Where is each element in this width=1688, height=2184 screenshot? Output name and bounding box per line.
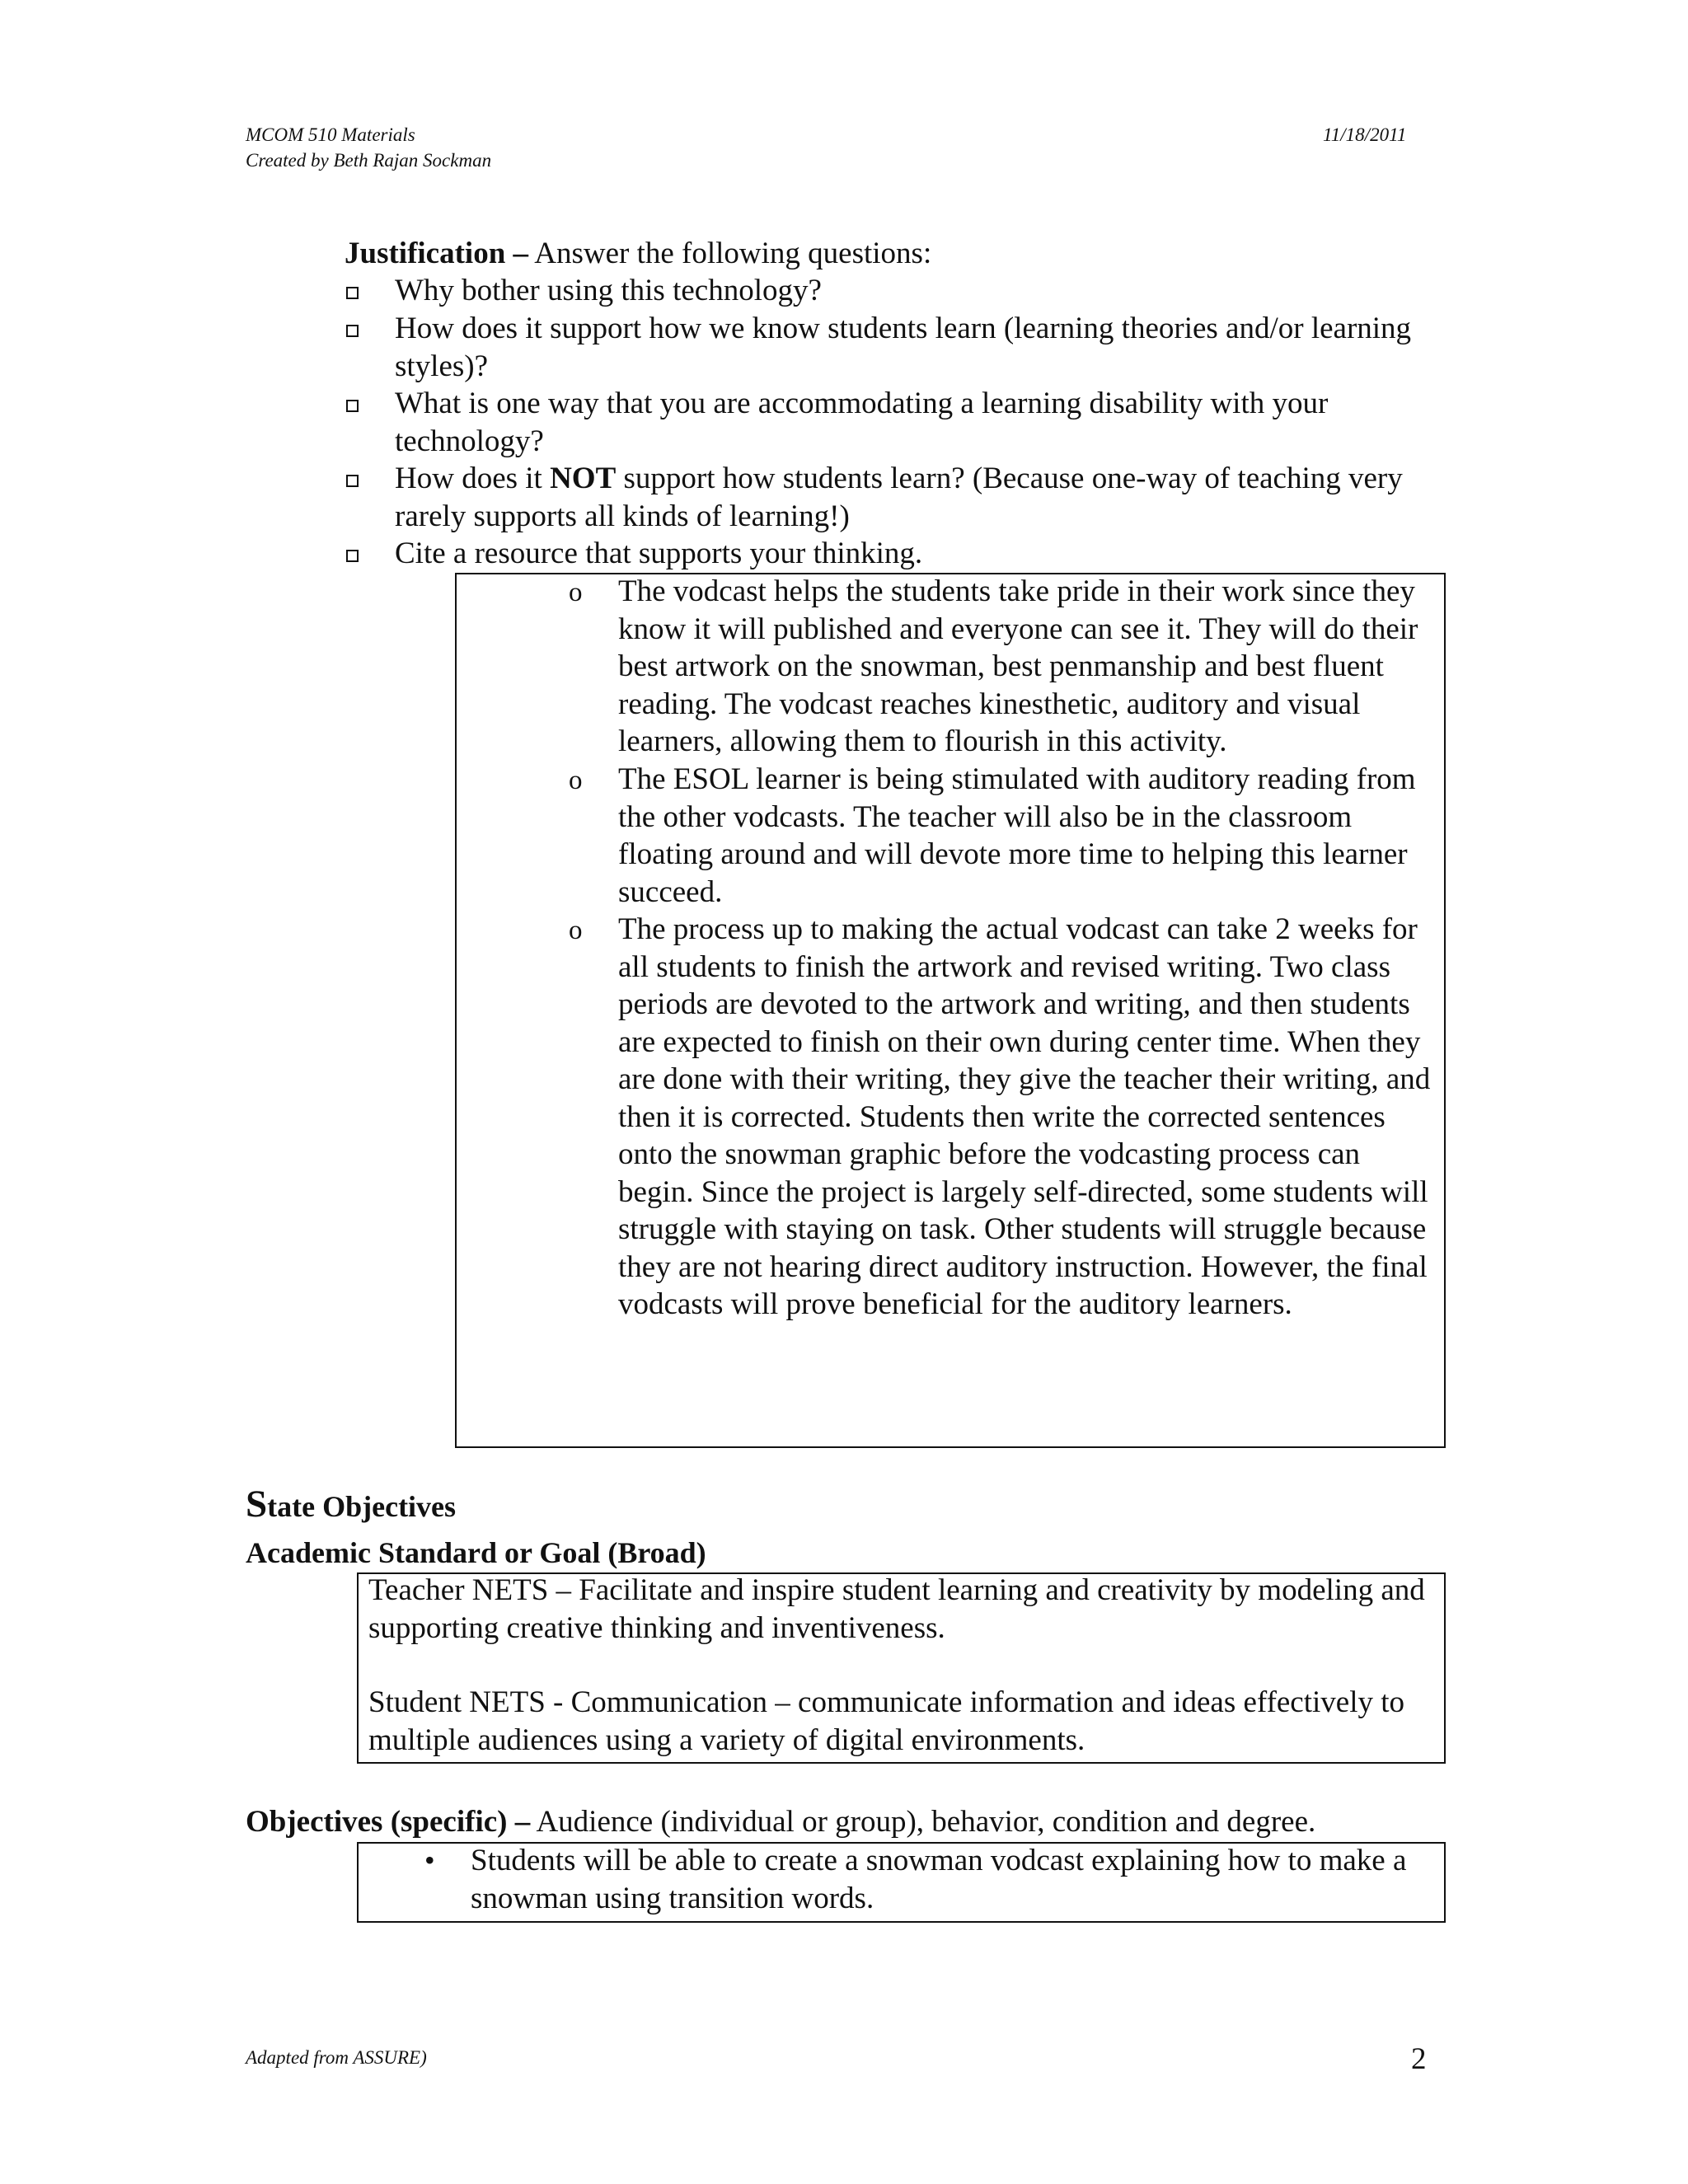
page-number: 2 bbox=[1411, 2042, 1427, 2076]
hollow-bullet-icon: o bbox=[569, 578, 583, 607]
checkbox-icon bbox=[346, 325, 359, 337]
course-header: MCOM 510 Materials bbox=[246, 124, 415, 145]
answer-1: The vodcast helps the students take pride in their work since they know it will published and everyone can see it. They will do their best artwork on the snowman, best penmanship and best fluent reading. The vodcast reaches kinesthetic, auditory and visual learners, allowing them to flourish in this activity. bbox=[618, 574, 1418, 758]
checkbox-icon bbox=[346, 287, 359, 299]
question-4-emphasis: NOT bbox=[550, 462, 617, 495]
teacher-nets: Teacher NETS – Facilitate and inspire student learning and creativity by modeling and supporting creative thinking and inventiveness. bbox=[368, 1573, 1425, 1645]
state-objectives-rest: tate Objectives bbox=[267, 1490, 457, 1523]
justification-heading-line bbox=[345, 235, 931, 273]
author-header: Created by Beth Rajan Sockman bbox=[246, 150, 492, 171]
answer-2: The ESOL learner is being stimulated with auditory reading from the other vodcasts. The teacher will also be in the classroom floating around and will devote more time to helping this learner succeed. bbox=[618, 762, 1416, 909]
question-4-part: support how students learn? (Because one-way of teaching very rarely supports all kinds of learning!) bbox=[395, 462, 1403, 533]
question-3: What is one way that you are accommodating a learning disability with your technology? bbox=[395, 387, 1329, 458]
question-1: Why bother using this technology? bbox=[395, 274, 822, 307]
checkbox-icon bbox=[346, 475, 359, 487]
justification-prompt: Answer the following questions: bbox=[534, 237, 932, 270]
question-5: Cite a resource that supports your thinking. bbox=[395, 537, 923, 570]
state-objectives-heading bbox=[246, 1483, 456, 1534]
objectives-box bbox=[357, 1842, 1446, 1923]
objectives-heading: Objectives (specific) – bbox=[246, 1805, 531, 1839]
hollow-bullet-icon: o bbox=[569, 916, 583, 945]
state-objectives-initial: S bbox=[246, 1483, 268, 1526]
academic-standard-heading: Academic Standard or Goal (Broad) bbox=[246, 1536, 706, 1569]
bullet-icon: • bbox=[424, 1844, 435, 1877]
standards-box bbox=[357, 1572, 1446, 1764]
justification-heading: Justification – bbox=[345, 237, 529, 270]
student-nets: Student NETS - Communication – communicate information and ideas effectively to multiple audiences using a variety of digital environments. bbox=[368, 1685, 1405, 1757]
question-4 bbox=[395, 460, 1442, 535]
hollow-bullet-icon: o bbox=[569, 766, 583, 795]
question-4-part: How does it bbox=[395, 462, 551, 495]
checkbox-icon bbox=[346, 550, 359, 562]
footer-source: Adapted from ASSURE) bbox=[246, 2047, 427, 2068]
question-2: How does it support how we know students learn (learning theories and/or learning styles)? bbox=[395, 312, 1412, 383]
objectives-description: Audience (individual or group), behavior, condition and degree. bbox=[536, 1805, 1316, 1839]
answer-3: The process up to making the actual vodcast can take 2 weeks for all students to finish the artwork and revised writing. Two class periods are devoted to the artwork and writing, and then students are expected to finish on their own during center time. When they are done with their writing, they give the teacher their writing, and then it is corrected. Students then write the corrected sentences onto the snowman graphic before the vodcasting process can begin. Since the project is largely self-directed, some students will struggle with staying on task. Other students will struggle because they are not hearing direct auditory instruction. However, the final vodcasts will prove beneficial for the auditory learners. bbox=[618, 912, 1431, 1321]
objectives-heading-line bbox=[246, 1803, 1315, 1841]
date-header: 11/18/2011 bbox=[1323, 124, 1407, 145]
checkbox-icon bbox=[346, 400, 359, 412]
objective-item: Students will be able to create a snowman vodcast explaining how to make a snowman using transition words. bbox=[471, 1844, 1407, 1915]
